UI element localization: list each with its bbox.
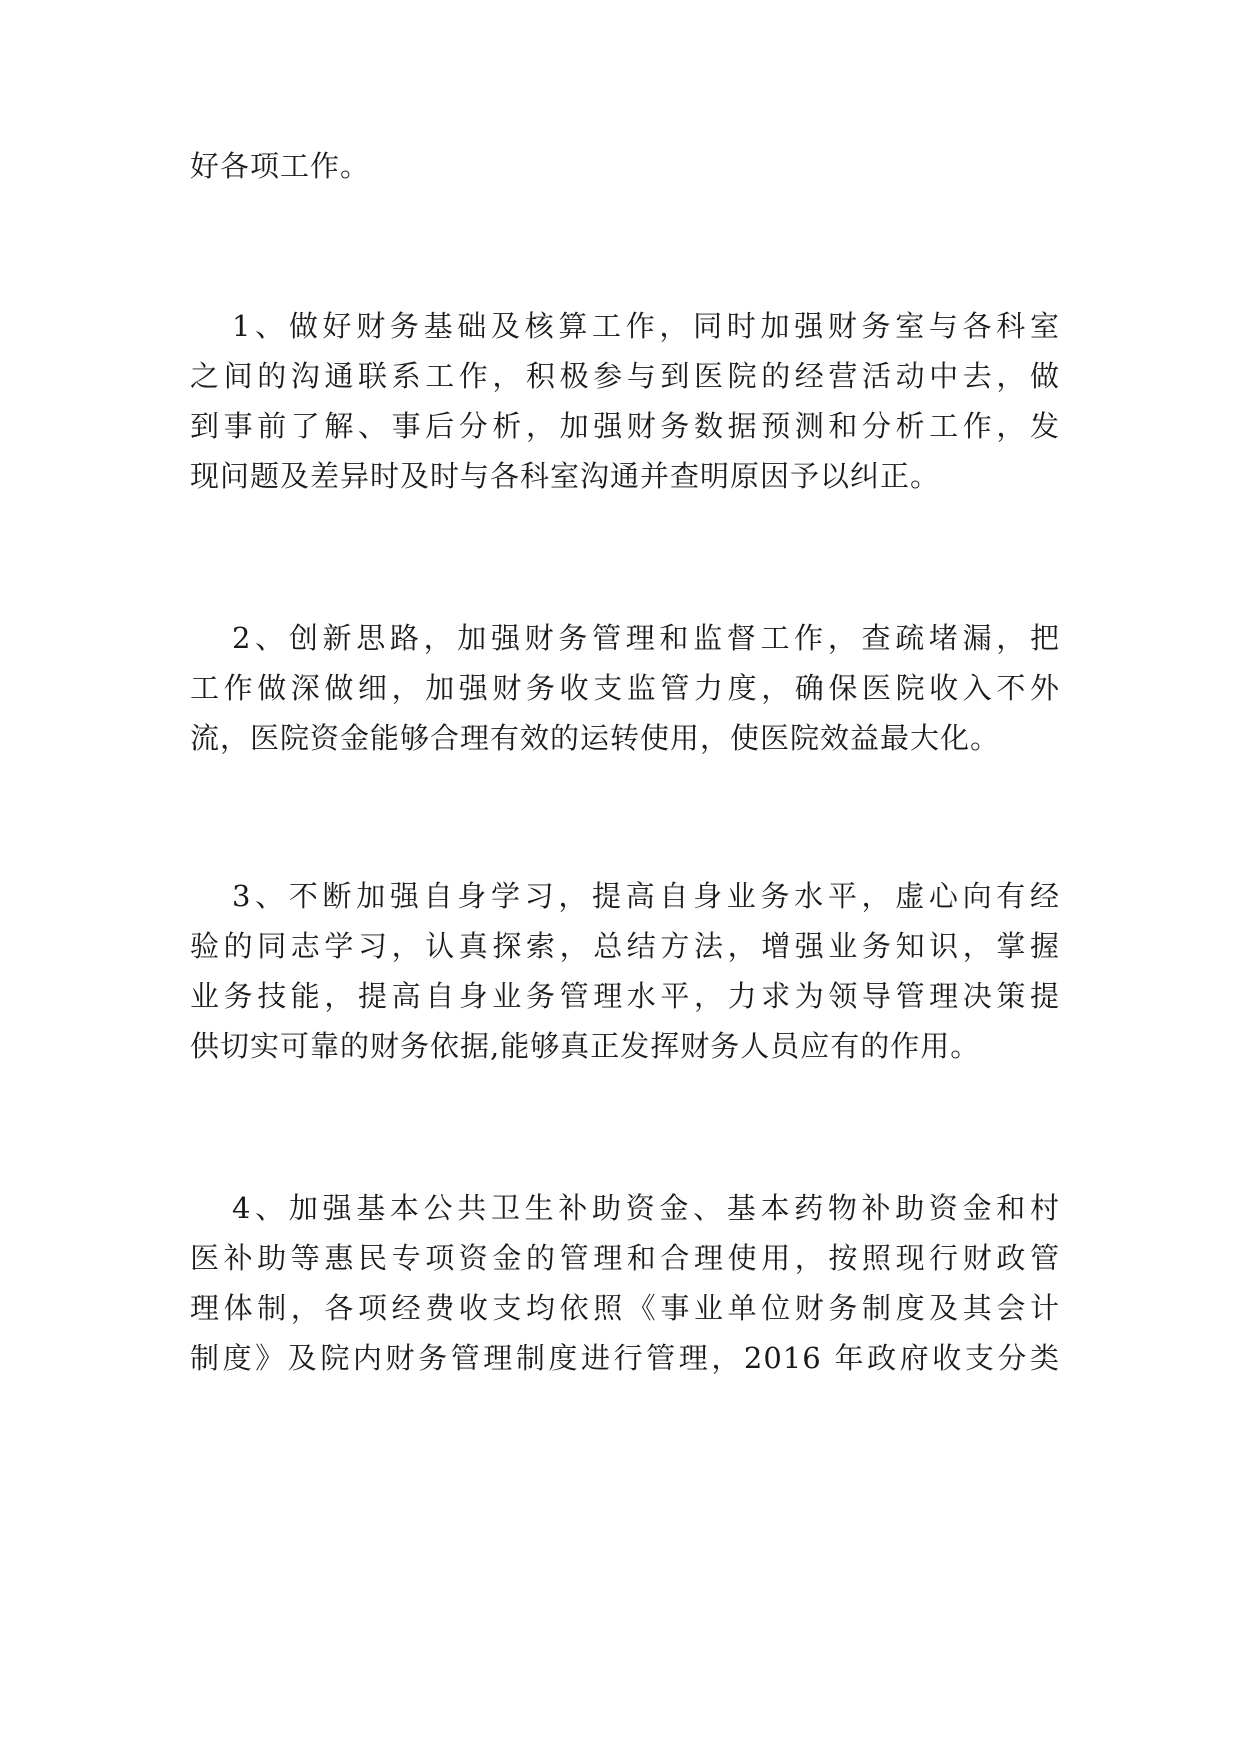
continuation-line: 好各项工作。 <box>190 149 371 183</box>
paragraph-line: 理体制，各项经费收支均依照《事业单位财务制度及其会计 <box>190 1291 1060 1325</box>
paragraph-line: 供切实可靠的财务依据,能够真正发挥财务人员应有的作用。 <box>190 1029 981 1063</box>
paragraph-line: 2、创新思路，加强财务管理和监督工作，查疏堵漏，把 <box>232 621 1060 655</box>
paragraph-line: 现问题及差异时及时与各科室沟通并查明原因予以纠正。 <box>190 459 941 493</box>
paragraph-line: 到事前了解、事后分析，加强财务数据预测和分析工作，发 <box>190 409 1060 443</box>
paragraph-line: 1、做好财务基础及核算工作，同时加强财务室与各科室 <box>232 309 1060 343</box>
paragraph-line: 之间的沟通联系工作，积极参与到医院的经营活动中去，做 <box>190 359 1060 393</box>
paragraph-line: 业务技能，提高自身业务管理水平，力求为领导管理决策提 <box>190 979 1060 1013</box>
paragraph-line: 制度》及院内财务管理制度进行管理，2016 年政府收支分类 <box>190 1341 1060 1375</box>
paragraph-line: 3、不断加强自身学习，提高自身业务水平，虚心向有经 <box>232 879 1060 913</box>
paragraph-line: 4、加强基本公共卫生补助资金、基本药物补助资金和村 <box>232 1191 1060 1225</box>
paragraph-line: 工作做深做细，加强财务收支监管力度，确保医院收入不外 <box>190 671 1060 705</box>
paragraph-line: 流，医院资金能够合理有效的运转使用，使医院效益最大化。 <box>190 721 1001 755</box>
paragraph-line: 医补助等惠民专项资金的管理和合理使用，按照现行财政管 <box>190 1241 1060 1275</box>
paragraph-line: 验的同志学习，认真探索，总结方法，增强业务知识，掌握 <box>190 929 1060 963</box>
